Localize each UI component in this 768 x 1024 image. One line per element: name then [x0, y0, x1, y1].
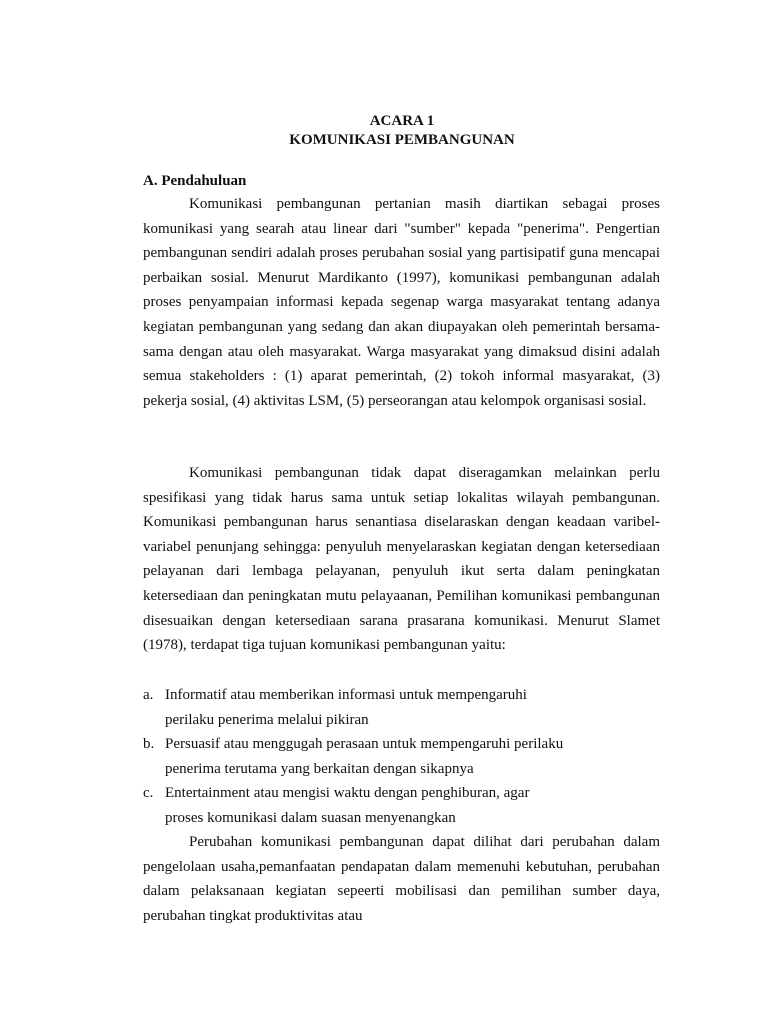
title-line-2: KOMUNIKASI PEMBANGUNAN — [289, 132, 515, 148]
list-item-line-1: Entertainment atau mengisi waktu dengan penghiburan, agar — [165, 785, 530, 802]
title-line-1: ACARA 1 — [369, 113, 435, 129]
list-item — [143, 683, 660, 732]
objectives-list — [143, 683, 660, 831]
list-marker: c. — [143, 785, 154, 802]
document-title — [0, 112, 768, 150]
list-item — [143, 732, 660, 781]
list-item-line-2: proses komunikasi dalam suasan menyenangkan — [165, 809, 456, 826]
list-marker: a. — [143, 687, 154, 703]
paragraph-1: Komunikasi pembangunan pertanian masih diartikan sebagai proses komunikasi yang searah atau linear dari "sumber" kepada "penerima". Pengertian pembangunan sendiri adalah proses perubahan sosial yang partisipatif guna mencapai perbaikan sosial. Menurut Mardikanto (1997), komunikasi pembangunan adalah proses penyampaian informasi kepada segenap warga masyarakat tentang adanya kegiatan pembangunan yang sedang dan akan diupayakan oleh pemerintah bersama-sama dengan atau oleh masyarakat. Warga masyarakat yang dimaksud disini adalah semua stakeholders : (1) aparat pemerintah, (2) tokoh informal masyarakat, (3) pekerja sosial, (4) aktivitas LSM, (5) perseorangan atau kelompok organisasi sosial. — [143, 196, 660, 409]
paragraph-2: Komunikasi pembangunan tidak dapat diseragamkan melainkan perlu spesifikasi yang tidak harus sama untuk setiap lokalitas wilayah pembangunan. Komunikasi pembangunan harus senantiasa diselaraskan dengan keadaan varibel-variabel penunjang sehingga: penyuluh menyelaraskan kegiatan dengan ketersediaan pelayanan dari lembaga pelayanan, penyuluh ikut serta dalam peningkatan ketersediaan dan peningkatan mutu pelayaanan, Pemilihan komunikasi pembangunan disesuaikan dengan ketersediaan sarana prasarana komunikasi. Menurut Slamet (1978), terdapat tiga tujuan komunikasi pembangunan yaitu: — [143, 465, 660, 654]
list-item — [143, 781, 660, 830]
list-item-line-1: Informatif atau memberikan informasi untuk mempengaruhi — [165, 687, 527, 703]
list-item-line-2: penerima terutama yang berkaitan dengan sikapnya — [165, 760, 474, 777]
list-item-line-1: Persuasif atau menggugah perasaan untuk mempengaruhi perilaku — [165, 736, 564, 753]
list-marker: b. — [143, 736, 155, 753]
paragraph-3: Perubahan komunikasi pembangunan dapat dilihat dari perubahan dalam pengelolaan usaha,pemanfaatan pendapatan dalam memenuhi kebutuhan, perubahan dalam pelaksanaan kegiatan sepeerti mobilisasi dan pemilihan sumber daya, perubahan tingkat produktivitas atau — [143, 834, 660, 924]
section-heading: A. Pendahuluan — [143, 173, 247, 189]
list-item-line-2: perilaku penerima melalui pikiran — [165, 711, 369, 728]
